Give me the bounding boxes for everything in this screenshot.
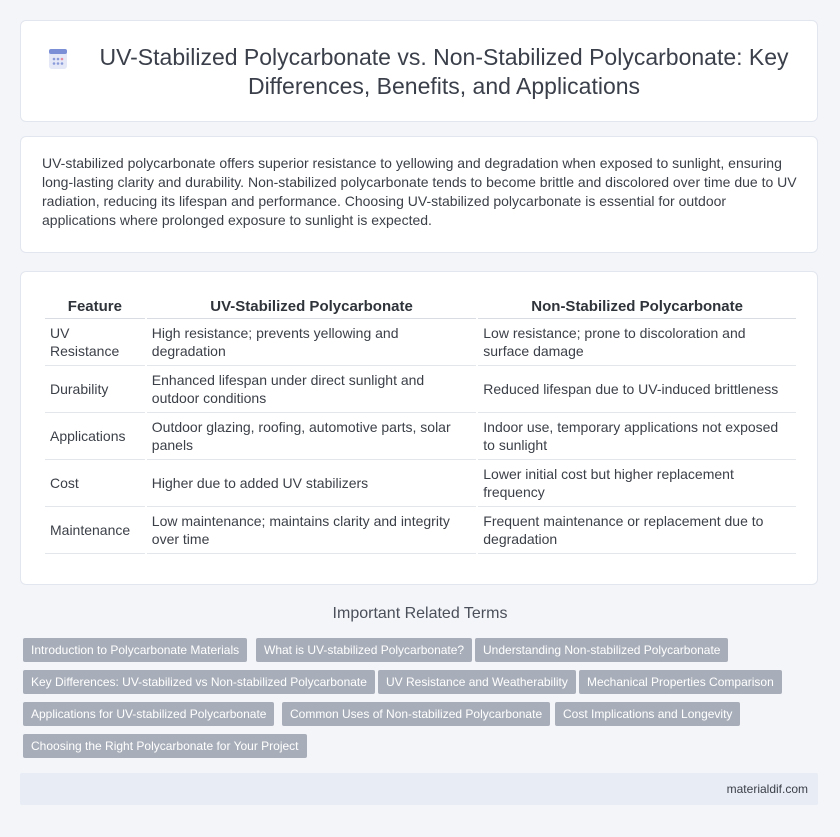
table-row — [45, 460, 796, 507]
table-cell: Higher due to added UV stabilizers — [147, 460, 476, 507]
table-cell: Maintenance — [45, 507, 145, 554]
related-term-tag[interactable]: Understanding Non-stabilized Polycarbonate — [475, 638, 728, 662]
title-card — [20, 20, 818, 122]
comparison-table-card — [20, 271, 818, 585]
column-header: Feature — [45, 296, 145, 319]
related-term-tag[interactable]: What is UV-stabilized Polycarbonate? — [256, 638, 472, 662]
site-name[interactable]: materialdif.com — [726, 782, 808, 796]
table-cell: High resistance; prevents yellowing and degradation — [147, 319, 476, 366]
table-header-row — [45, 296, 796, 319]
table-cell: Reduced lifespan due to UV-induced brittleness — [478, 366, 796, 413]
related-term-tag[interactable]: Key Differences: UV-stabilized vs Non-stabilized Polycarbonate — [23, 670, 375, 694]
related-term-tag[interactable]: Choosing the Right Polycarbonate for Your Project — [23, 734, 307, 758]
related-term-tag[interactable]: UV Resistance and Weatherability — [378, 670, 576, 694]
table-row — [45, 413, 796, 460]
related-term-tag[interactable]: Introduction to Polycarbonate Materials — [23, 638, 247, 662]
table-row — [45, 319, 796, 366]
column-header: UV-Stabilized Polycarbonate — [147, 296, 476, 319]
related-term-tag[interactable]: Cost Implications and Longevity — [555, 702, 740, 726]
column-header: Non-Stabilized Polycarbonate — [478, 296, 796, 319]
footer — [20, 773, 818, 805]
table-cell: Outdoor glazing, roofing, automotive parts, solar panels — [147, 413, 476, 460]
table-cell: Frequent maintenance or replacement due to degradation — [478, 507, 796, 554]
related-term-tag[interactable]: Mechanical Properties Comparison — [579, 670, 782, 694]
table-cell: Lower initial cost but higher replacement frequency — [478, 460, 796, 507]
table-row — [45, 366, 796, 413]
table-cell: Enhanced lifespan under direct sunlight and outdoor conditions — [147, 366, 476, 413]
table-cell: Low resistance; prone to discoloration and surface damage — [478, 319, 796, 366]
related-term-tag[interactable]: Common Uses of Non-stabilized Polycarbonate — [282, 702, 550, 726]
summary-card — [20, 136, 818, 253]
summary-text: UV-stabilized polycarbonate offers superior resistance to yellowing and degradation when exposed to sunlight, ensuring long-lasting clarity and durability. Non-stabilized polycarbonate tends to become brittle and discolored over time due to UV radiation, reducing its lifespan and performance. Choosing UV-stabilized polycarbonate is essential for outdoor applications where prolonged exposure to sunlight is expected. — [42, 155, 797, 228]
page-title: UV-Stabilized Polycarbonate vs. Non-Stabilized Polycarbonate: Key Differences, Benefits, and Applications — [99, 44, 789, 99]
table-cell: UV Resistance — [45, 319, 145, 366]
related-terms-heading: Important Related Terms — [332, 605, 508, 622]
comparison-table — [43, 296, 798, 554]
table-cell: Durability — [45, 366, 145, 413]
table-cell: Cost — [45, 460, 145, 507]
document-icon — [47, 48, 69, 70]
table-cell: Low maintenance; maintains clarity and integrity over time — [147, 507, 476, 554]
table-cell: Indoor use, temporary applications not exposed to sunlight — [478, 413, 796, 460]
table-cell: Applications — [45, 413, 145, 460]
related-term-tag[interactable]: Applications for UV-stabilized Polycarbonate — [23, 702, 274, 726]
table-row — [45, 507, 796, 554]
